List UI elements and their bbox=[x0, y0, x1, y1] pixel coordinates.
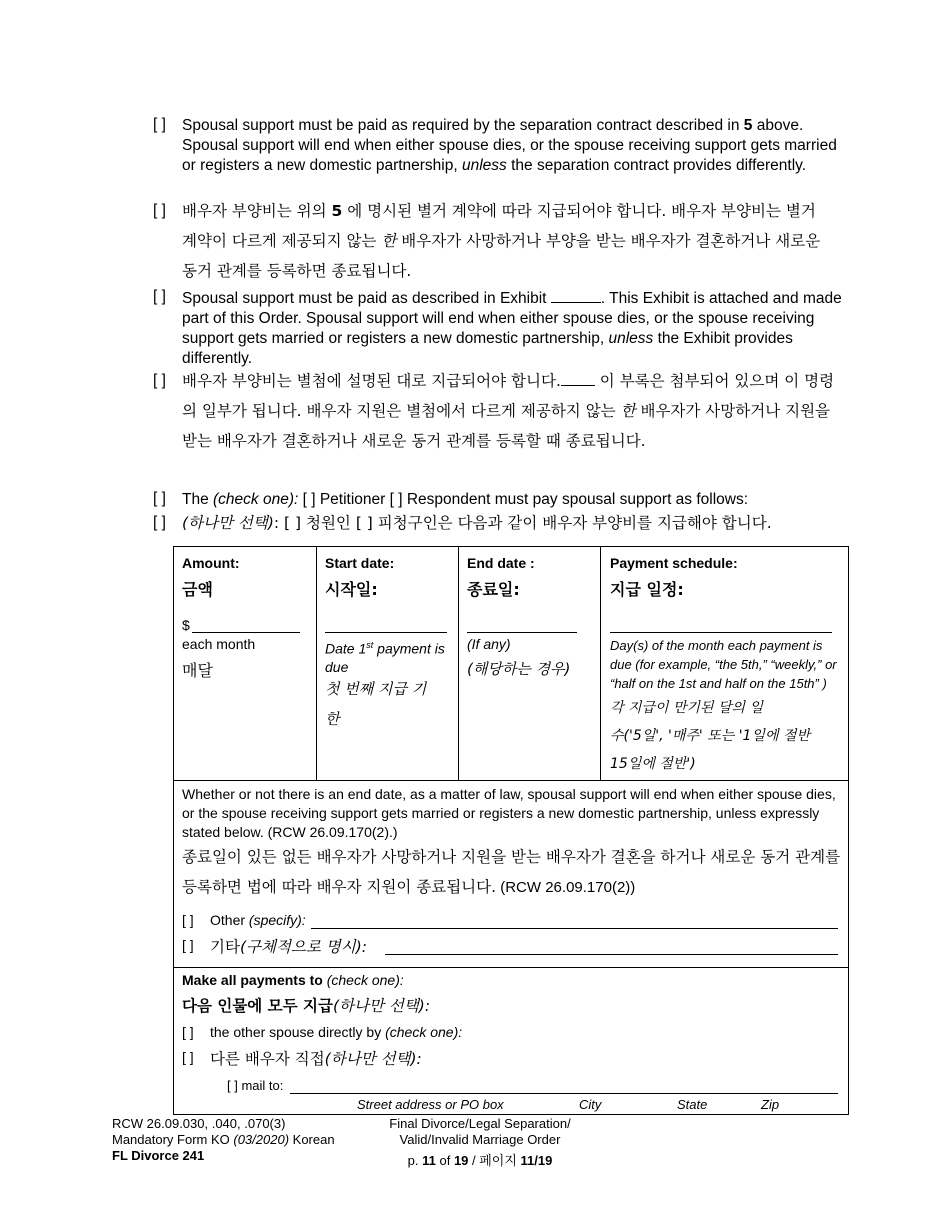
each-month-ko: 매달 bbox=[182, 661, 213, 680]
end-date-note: (If any) bbox=[467, 636, 511, 652]
state-label: State bbox=[677, 1097, 708, 1112]
footer-center: Final Divorce/Legal Separation/ Valid/Invalid Marriage Order p. 11 of 19 / 페이지 11/19 bbox=[360, 1116, 600, 1169]
checkbox[interactable]: [ ] bbox=[182, 912, 194, 928]
payments-heading-ko: 다음 인물에 모두 지급(하나만 선택): bbox=[182, 997, 431, 1015]
other-label-ko: 기타(구체적으로 명시): bbox=[210, 938, 368, 956]
checkbox[interactable]: [ ] bbox=[153, 490, 166, 507]
spousal-support-contract-en: Spousal support must be paid as required by the separation contract described in 5 above. Spousal support will end when either spouse dies, or the spouse receiving support gets married or registers a new domestic partnership, unless the separation contract provides differently. bbox=[182, 117, 837, 174]
amount-input[interactable] bbox=[192, 632, 300, 633]
end-date-label: End date : bbox=[467, 555, 535, 571]
payment-schedule-note: Day(s) of the month each payment is due (for example, “the 5th,” “weekly,” or “half on the 1st and half on the 15th” ) bbox=[610, 638, 837, 691]
mail-to-checkbox[interactable]: [ ] mail to: bbox=[227, 1078, 284, 1093]
other-label: Other (specify): bbox=[210, 912, 306, 928]
spousal-support-contract-ko: 배우자 부양비는 위의 5 에 명시된 별거 계약에 따라 지급되어야 합니다. 배우자 부양비는 별거 계약이 다르게 제공되지 않는 한 배우자가 사망하거나 부양을 받는 배우자가 결혼하거나 새로운 동거 관계를 등록하면 종료됩니다. bbox=[182, 202, 821, 280]
other-input-ko[interactable] bbox=[385, 954, 838, 955]
spouse-directly: the other spouse directly by (check one): bbox=[210, 1024, 463, 1040]
end-date-note-ko: (해당하는 경우) bbox=[467, 660, 571, 678]
spousal-support-exhibit-ko: 배우자 부양비는 별첨에 설명된 대로 지급되어야 합니다. 이 부록은 첨부되어 있으며 이 명령의 일부가 됩니다. 배우자 지원은 별첨에서 다르게 제공하지 않는 한 배우자가 사망하거나 지원을 받는 배우자가 결혼하거나 새로운 동거 관계를 등록할 때 종료됩니다. bbox=[182, 372, 835, 450]
checkbox[interactable]: [ ] bbox=[182, 1049, 194, 1065]
spousal-support-exhibit-en: Spousal support must be paid as described in Exhibit . This Exhibit is attached and made part of this Order. Spousal support will end when either spouse dies, or the spouse receiving support gets married or registers a new domestic partnership, unless the Exhibit provides differently. bbox=[182, 290, 842, 367]
spouse-directly-ko: 다른 배우자 직접(하나만 선택): bbox=[210, 1050, 422, 1068]
zip-label: Zip bbox=[761, 1097, 780, 1112]
checkbox[interactable]: [ ] bbox=[153, 202, 166, 219]
start-date-input[interactable] bbox=[325, 632, 447, 633]
each-month: each month bbox=[182, 636, 256, 652]
payments-heading: Make all payments to (check one): bbox=[182, 972, 404, 988]
dollar-sign: $ bbox=[182, 617, 190, 633]
street-address-label: Street address or PO box bbox=[357, 1097, 504, 1112]
start-date-label: Start date: bbox=[325, 555, 395, 571]
start-date-label-ko: 시작일: bbox=[325, 580, 378, 599]
other-input[interactable] bbox=[311, 928, 838, 929]
page-number: p. 11 of 19 / 페이지 11/19 bbox=[407, 1153, 553, 1168]
payment-schedule-note-ko: 각 지급이 만기된 달의 일 수('5일', '매주' 또는 '1일에 절반 15일에 절반') bbox=[610, 700, 811, 772]
law-statement-ko: 종료일이 있든 없든 배우자가 사망하거나 지원을 받는 배우자가 결혼을 하거나 새로운 동거 관계를 등록하면 법에 따라 배우자 지원이 종료됩니다. (RCW 26.09.170(2)) bbox=[182, 848, 841, 896]
checkbox[interactable]: [ ] bbox=[153, 514, 166, 531]
start-date-note: Date 1st payment is due bbox=[325, 640, 445, 675]
checkbox[interactable]: [ ] bbox=[182, 937, 194, 953]
checkbox[interactable]: [ ] bbox=[182, 1024, 194, 1040]
payer-selection-en: The (check one): [ ] Petitioner [ ] Respondent must pay spousal support as follows: bbox=[182, 491, 749, 508]
amount-label-ko: 금액 bbox=[182, 580, 213, 599]
law-statement: Whether or not there is an end date, as a matter of law, spousal support will end when either spouse dies, or the spouse receiving support gets married or registers a new domestic partnership, unless expressly stated below. (RCW 26.09.170(2).) bbox=[182, 786, 836, 840]
end-date-label-ko: 종료일: bbox=[467, 580, 520, 599]
checkbox[interactable]: [ ] bbox=[153, 288, 166, 305]
start-date-note-ko: 첫 번째 지급 기한 bbox=[325, 680, 427, 728]
amount-label: Amount: bbox=[182, 555, 240, 571]
checkbox[interactable]: [ ] bbox=[153, 116, 166, 133]
city-label: City bbox=[579, 1097, 602, 1112]
end-date-input[interactable] bbox=[467, 632, 577, 633]
footer-left: RCW 26.09.030, .040, .070(3) Mandatory Form KO (03/2020) Korean FL Divorce 241 bbox=[112, 1116, 335, 1163]
payment-schedule-label: Payment schedule: bbox=[610, 555, 738, 571]
payment-schedule-label-ko: 지급 일정: bbox=[610, 580, 684, 599]
payer-selection-ko: (하나만 선택): [ ] 청원인 [ ] 피청구인은 다음과 같이 배우자 부양비를 지급해야 합니다. bbox=[182, 514, 772, 532]
payment-schedule-input[interactable] bbox=[610, 632, 832, 633]
checkbox[interactable]: [ ] bbox=[153, 372, 166, 389]
mail-address-input[interactable] bbox=[290, 1093, 838, 1094]
